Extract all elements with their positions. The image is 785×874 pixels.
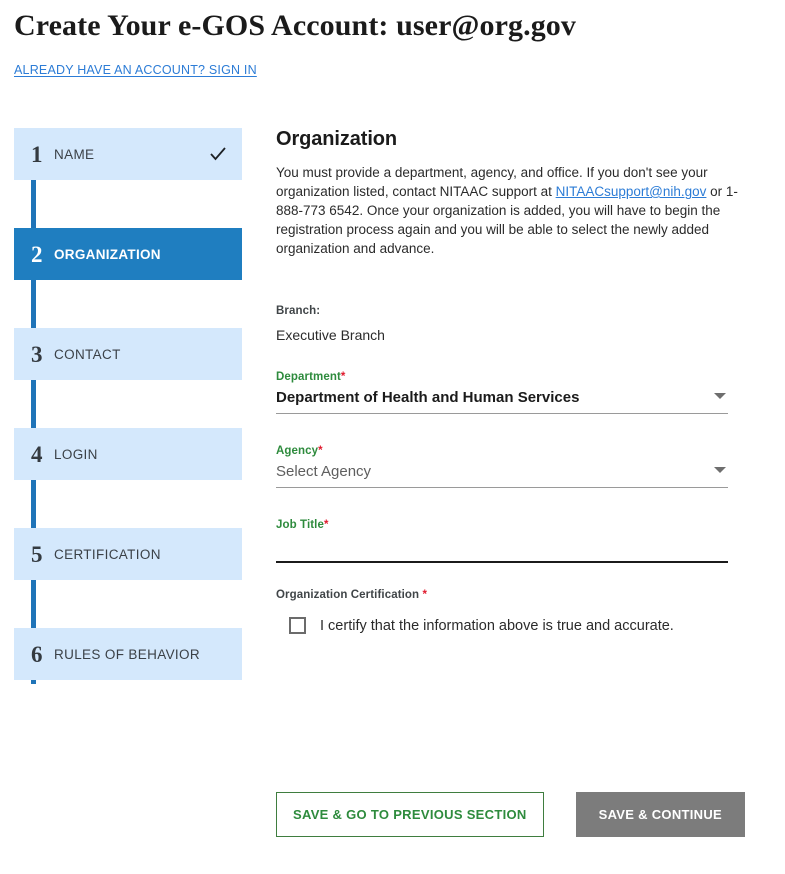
registration-stepper (14, 128, 242, 684)
certification-label (276, 589, 728, 601)
branch-value: Executive Branch (276, 327, 385, 343)
sign-in-link[interactable]: ALREADY HAVE AN ACCOUNT? SIGN IN (14, 63, 257, 77)
step-label: CERTIFICATION (54, 546, 161, 562)
chevron-down-icon[interactable] (714, 393, 726, 399)
job-title-underline (276, 561, 728, 563)
agency-label-text: Agency (276, 445, 319, 457)
step-label: LOGIN (54, 446, 98, 462)
save-and-continue-button[interactable]: SAVE & CONTINUE (576, 792, 745, 837)
step-label: ORGANIZATION (54, 246, 161, 262)
stepper-step-login[interactable] (14, 428, 242, 480)
chevron-down-icon[interactable] (714, 467, 726, 473)
section-title: Organization (276, 128, 398, 150)
stepper-step-rules-of-behavior[interactable] (14, 628, 242, 680)
page-title: Create Your e-GOS Account: user@org.gov (14, 9, 577, 42)
job-title-input[interactable] (276, 535, 728, 557)
stepper-step-organization[interactable] (14, 228, 242, 280)
step-number: 1 (31, 141, 43, 167)
section-description (276, 163, 754, 258)
required-asterisk: * (422, 589, 428, 601)
stepper-step-certification[interactable] (14, 528, 242, 580)
branch-field (276, 305, 728, 343)
step-number: 3 (31, 341, 43, 367)
agency-underline (276, 487, 728, 488)
job-title-label (276, 519, 728, 531)
stepper-step-name[interactable] (14, 128, 242, 180)
required-asterisk: * (323, 519, 329, 531)
certification-checkbox-label: I certify that the information above is true and accurate. (320, 617, 674, 634)
form-actions (276, 792, 745, 837)
department-field[interactable] (276, 371, 728, 414)
required-asterisk: * (340, 371, 346, 383)
certification-checkbox-row[interactable] (289, 617, 728, 634)
department-value: Department of Health and Human Services (276, 389, 580, 406)
step-number: 2 (31, 241, 43, 267)
step-label: RULES OF BEHAVIOR (54, 646, 200, 662)
description-text-part2: or 1-888-773 6542. Once your organization is added, you will have to begin the registration process again and you will be able to select the newly added organization and advance. (276, 184, 738, 256)
step-label: NAME (54, 146, 95, 162)
description-text-part1: You must provide a department, agency, and office. If you don't see your organization listed, contact NITAAC support at (276, 165, 708, 199)
step-label: CONTACT (54, 346, 121, 362)
check-icon (208, 144, 228, 164)
certification-checkbox[interactable] (289, 617, 306, 634)
support-email-link[interactable]: NITAACsupport@nih.gov (555, 184, 707, 199)
department-label (276, 371, 728, 383)
step-number: 4 (31, 441, 43, 467)
job-title-field[interactable] (276, 519, 728, 563)
organization-certification-field (276, 589, 728, 634)
stepper-step-contact[interactable] (14, 328, 242, 380)
agency-value: Select Agency (276, 463, 372, 480)
required-asterisk: * (318, 445, 323, 457)
job-title-label-text: Job Title (276, 519, 324, 531)
step-number: 6 (31, 641, 43, 667)
certification-label-text: Organization Certification (276, 589, 423, 601)
department-underline (276, 413, 728, 414)
agency-field[interactable] (276, 445, 728, 488)
agency-label (276, 445, 728, 457)
branch-label: Branch: (276, 305, 321, 317)
organization-section (276, 128, 756, 258)
department-label-text: Department (276, 371, 341, 383)
step-number: 5 (31, 541, 43, 567)
save-and-go-previous-button[interactable]: SAVE & GO TO PREVIOUS SECTION (276, 792, 544, 837)
organization-form (276, 305, 728, 634)
